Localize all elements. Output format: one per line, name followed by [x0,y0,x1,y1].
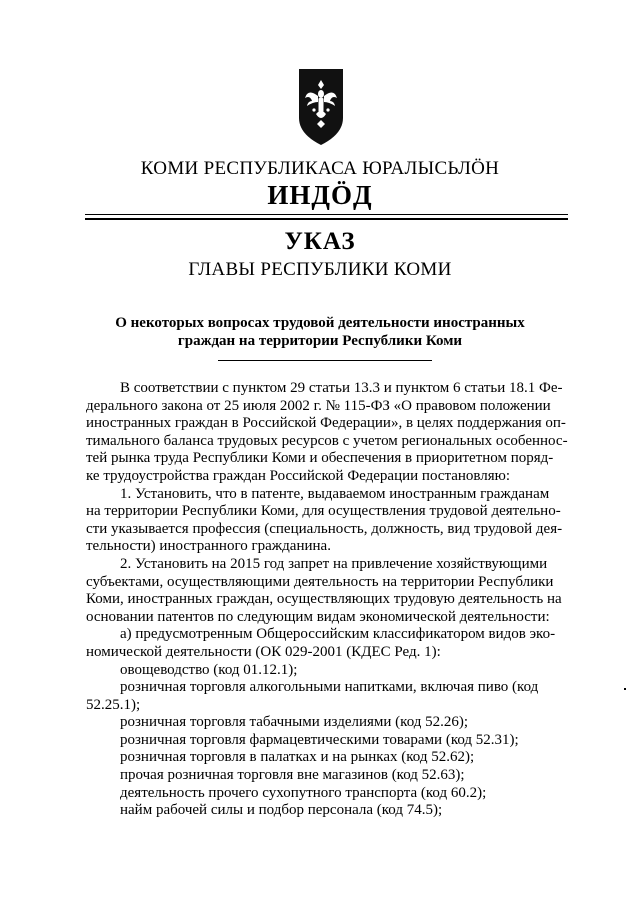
body-line: ке трудоустройства граждан Российской Федерации постановляю: [86,467,511,484]
body-line: 1. Установить, что в патенте, выдаваемом иностранным гражданам [120,485,550,502]
issuer-name-russian: ГЛАВЫ РЕСПУБЛИКИ КОМИ [188,259,452,280]
document-type-komi: ИНДӦД [267,180,373,210]
title-underline [218,360,432,361]
body-line: прочая розничная торговля вне магазинов (код 52.63); [120,767,465,784]
title-line: граждан на территории Республики Коми [177,333,463,349]
body-line: Коми, иностранных граждан, осуществляющих трудовую деятельность на [86,591,562,608]
header-divider-thin [85,214,568,215]
scan-speck [624,688,626,690]
body-line: основании патентов по следующим видам экономической деятельности: [86,608,550,625]
header-divider-thick [85,218,568,220]
title-line: О некоторых вопросах трудовой деятельности иностранных [115,315,525,331]
body-line: а) предусмотренным Общероссийским классификатором видов эко- [120,626,556,643]
body-line: розничная торговля фармацевтическими товарами (код 52.31); [120,731,519,748]
body-line: дерального закона от 25 июля 2002 г. № 115-ФЗ «О правовом положении [86,397,551,414]
body-line: розничная торговля табачными изделиями (код 52.26); [120,714,469,731]
body-line: иностранных граждан в Российской Федерации», в целях поддержания оп- [86,415,566,432]
document-type-russian: УКАЗ [284,228,356,255]
body-line: на территории Республики Коми, для осуществления трудовой деятельно- [86,503,561,520]
body-line: розничная торговля в палатках и на рынках (код 52.62); [120,749,475,766]
issuer-name-komi: КОМИ РЕСПУБЛИКАСА ЮРАЛЫСЬЛӦН [140,158,500,179]
body-line: овощеводство (код 01.12.1); [120,661,298,678]
body-line: тельности) иностранного гражданина. [86,538,331,555]
body-line: субъектами, осуществляющими деятельность на территории Республики [86,573,554,590]
body-line: В соответствии с пунктом 29 статьи 13.3 и пунктом 6 статьи 18.1 Фе- [120,380,563,396]
body-line: деятельность прочего сухопутного транспорта (код 60.2); [120,784,487,801]
coat-of-arms-emblem [298,68,344,146]
document-title [0,314,640,350]
body-line: найм рабочей силы и подбор персонала (код 74.5); [120,802,443,819]
body-line: 52.25.1); [86,696,141,713]
body-line: тимального баланса трудовых ресурсов с учетом региональных особеннос- [86,432,568,449]
body-line: розничная торговля алкогольными напитками, включая пиво (код [120,679,539,696]
body-line: тей рынка труда Республики Коми и обеспечения в приоритетном поряд- [86,450,554,467]
body-line: номической деятельности (ОК 029-2001 (КДЕС Ред. 1): [86,643,441,660]
body-line: сти указывается профессия (специальность, должность, вид трудовой дея- [86,520,563,537]
body-line: 2. Установить на 2015 год запрет на привлечение хозяйствующими [120,555,548,572]
document-body [86,380,577,820]
